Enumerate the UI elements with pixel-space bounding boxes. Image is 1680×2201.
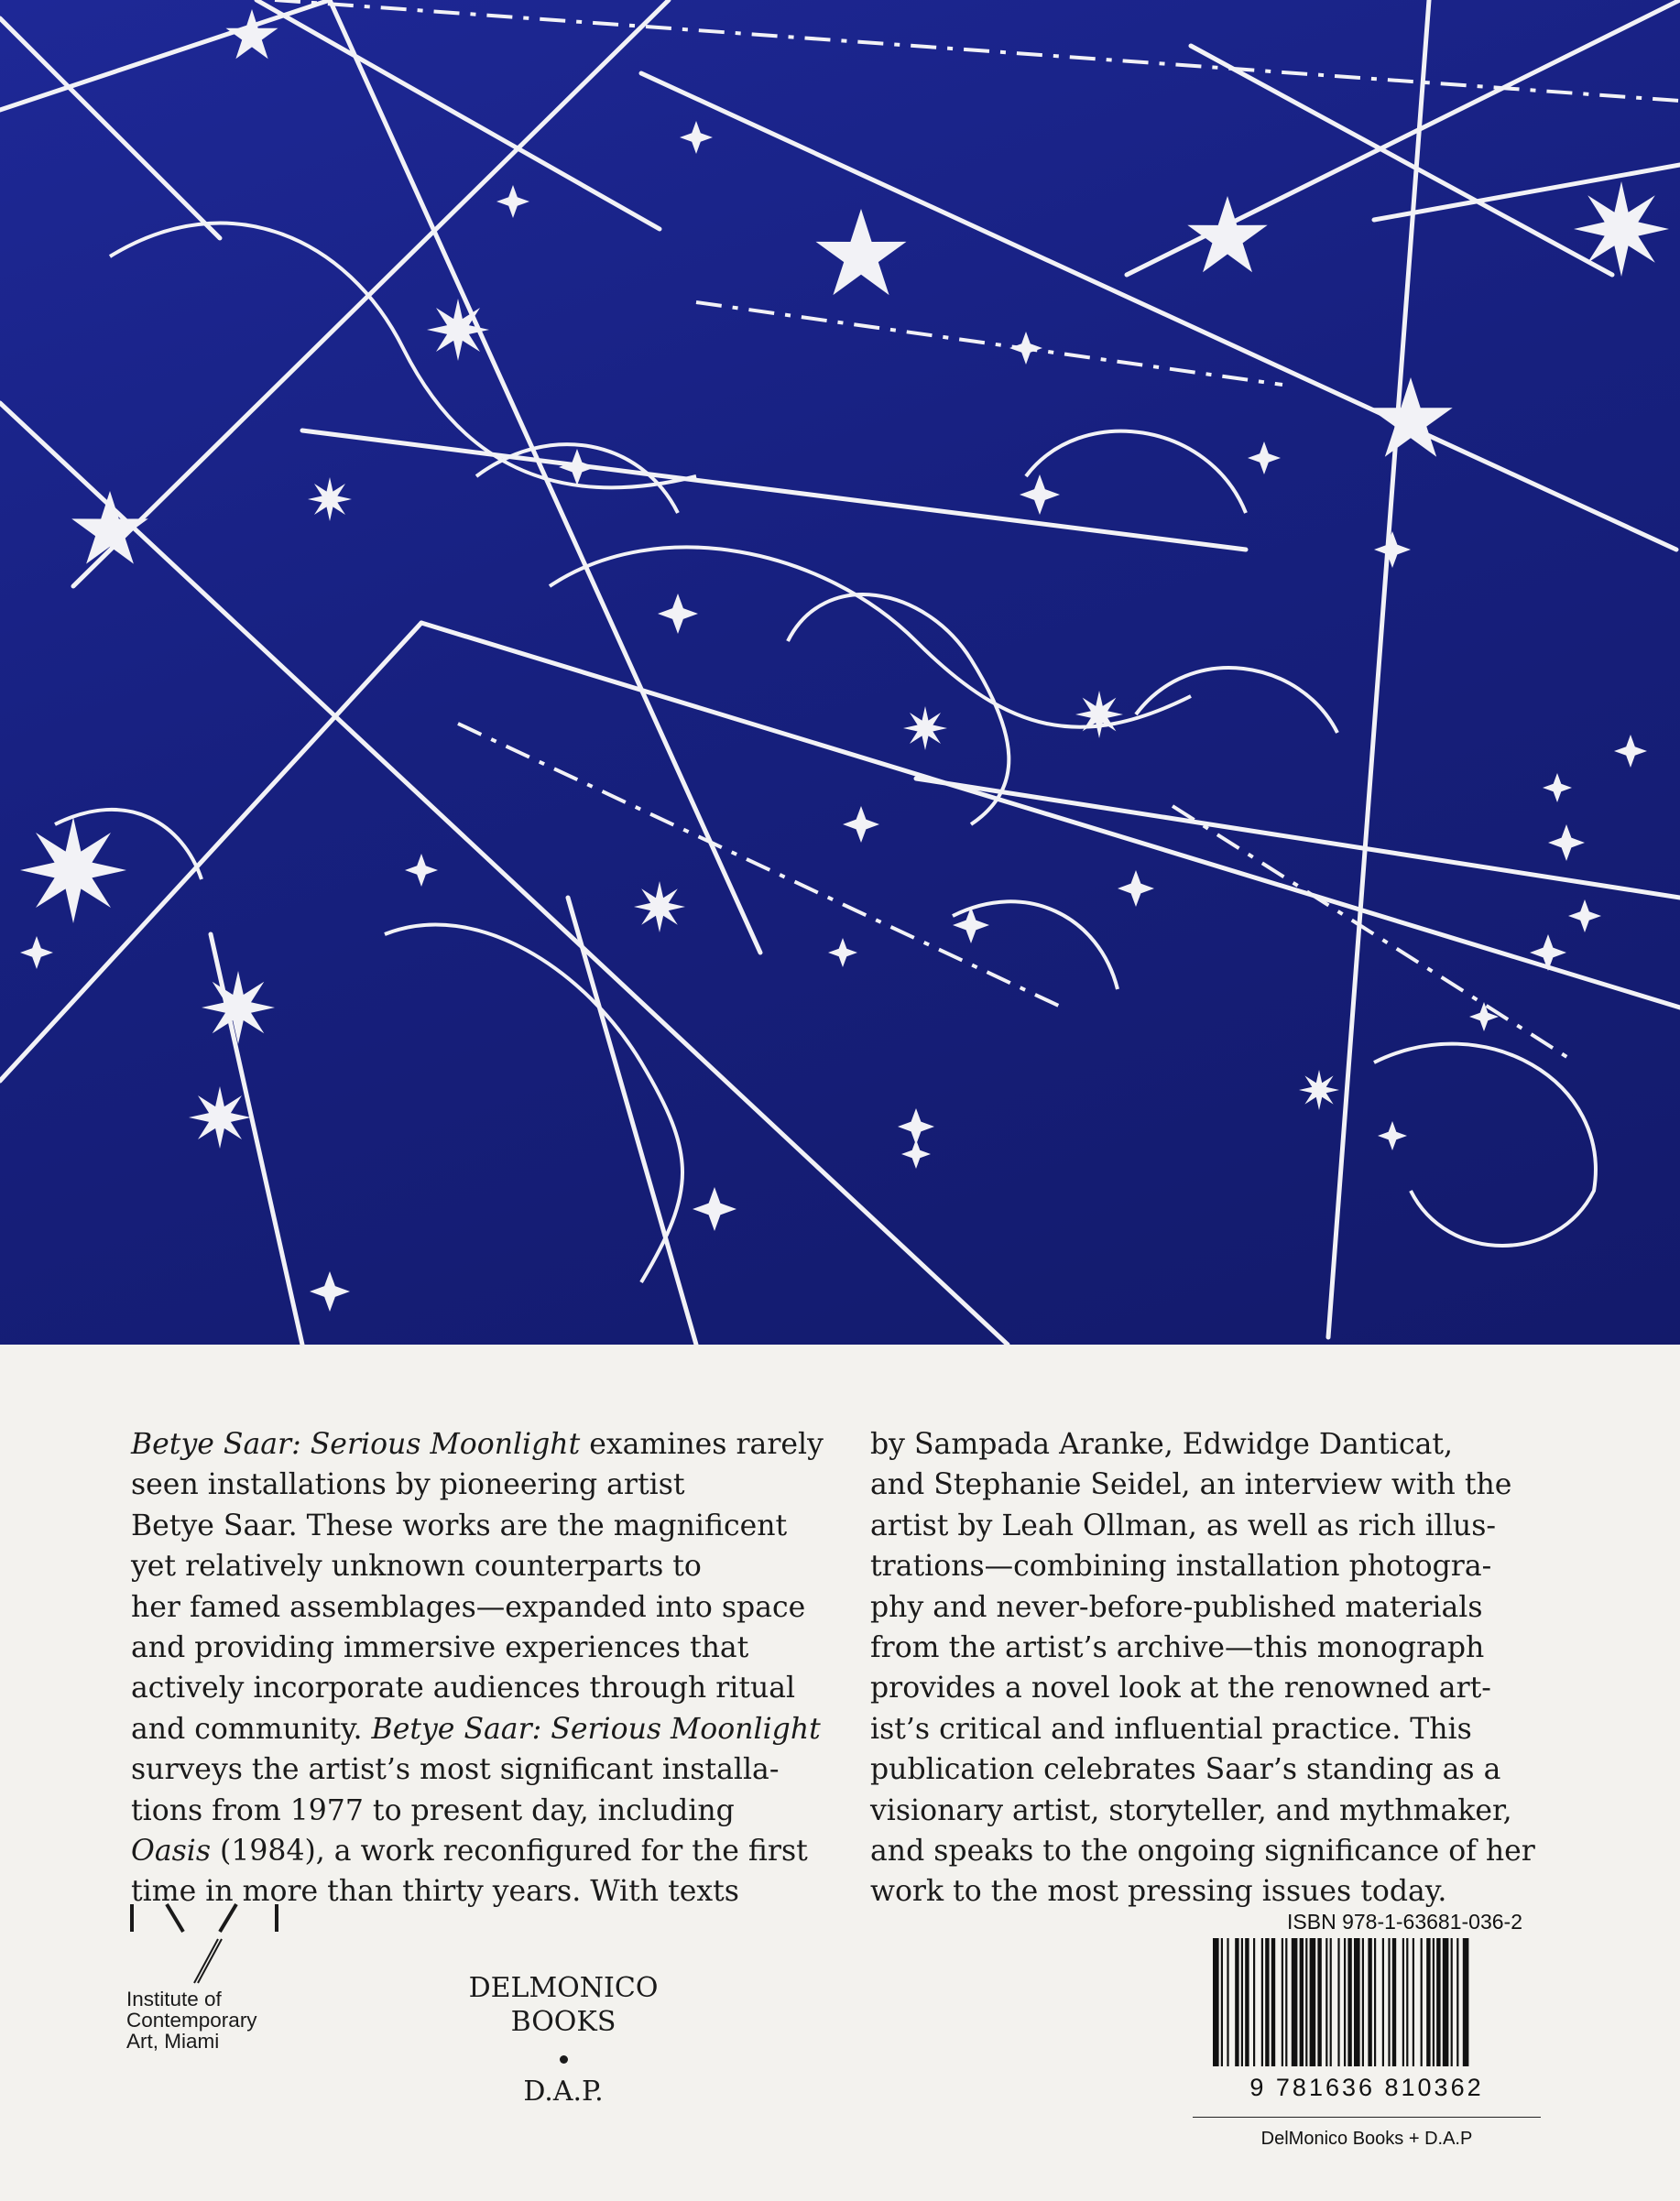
constellation-line (568, 898, 696, 1345)
barcode-bar (1421, 1938, 1423, 2066)
star-icon (901, 1139, 931, 1169)
figure-outline (1136, 668, 1337, 733)
figure-outline (385, 924, 682, 1282)
star-icon (634, 881, 685, 932)
blurb-line: provides a novel look at the renowned art- (870, 1672, 1491, 1705)
blurb-line: Betye Saar. These works are the magnificent (131, 1509, 788, 1542)
barcode-bar (1300, 1938, 1304, 2066)
blurb-line: and providing immersive experiences that (131, 1631, 749, 1665)
barcode-bar (1382, 1938, 1384, 2066)
barcode-bar (1344, 1938, 1346, 2066)
constellation-line (421, 623, 1680, 1008)
star-icon (903, 706, 947, 750)
barcode-bar (1221, 1938, 1223, 2066)
barcode-bar (1368, 1938, 1371, 2066)
blurb-line: Oasis (1984), a work reconfigured for the first (131, 1835, 808, 1869)
barcode-bar (1443, 1938, 1449, 2066)
barcode-bar (1245, 1938, 1249, 2066)
barcode-bars (1213, 1938, 1468, 2066)
star-icon (189, 1086, 251, 1149)
constellation-line (256, 0, 660, 229)
barcode-bar (1433, 1938, 1435, 2066)
blurb-line: Betye Saar: Serious Moonlight examines rarely (131, 1428, 824, 1461)
blurb-line: by Sampada Aranke, Edwidge Danticat, (870, 1428, 1454, 1461)
blurb-line: phy and never-before-published materials (870, 1590, 1483, 1624)
star-icon (1299, 1070, 1339, 1110)
blurb-line: tions from 1977 to present day, including (131, 1793, 735, 1827)
barcode-bar (1362, 1938, 1364, 2066)
star-icon (405, 854, 438, 887)
barcode-digits: 9 781636 810362 (1249, 2074, 1484, 2101)
star-icon (1548, 824, 1585, 861)
barcode-bar (1285, 1938, 1287, 2066)
barcode-bar (1374, 1938, 1376, 2066)
barcode-bar (1235, 1938, 1238, 2066)
star-icon (1469, 1002, 1499, 1031)
barcode-bar (1463, 1938, 1469, 2066)
publisher-credit: DelMonico Books + D.A.P (1260, 2129, 1473, 2149)
constellation-line (641, 73, 1676, 550)
star-icon (1020, 474, 1060, 515)
barcode-bar (1347, 1938, 1351, 2066)
barcode-bar (1292, 1938, 1298, 2066)
star-icon (1543, 773, 1572, 802)
star-icon (1009, 332, 1042, 365)
barcode-bar (1271, 1938, 1275, 2066)
constellation-line (1328, 0, 1429, 1337)
blurb-line: time in more than thirty years. With texts (131, 1875, 739, 1909)
blurb-line: and speaks to the ongoing significance of her (870, 1835, 1535, 1869)
figure-outline (1374, 1044, 1596, 1246)
constellation-line (302, 430, 1246, 550)
barcode-bar (1213, 1938, 1219, 2066)
barcode-bar (1325, 1938, 1327, 2066)
figure-outline (1026, 431, 1246, 513)
delmonico-books-name: DELMONICO BOOKS (468, 1972, 659, 2038)
star-icon (1075, 691, 1123, 738)
star-icon (828, 938, 857, 967)
star-icon (308, 477, 352, 521)
barcode-bar (1261, 1938, 1263, 2066)
star-icon (1374, 531, 1411, 568)
barcode-bar (1265, 1938, 1269, 2066)
star-icon (1248, 441, 1281, 474)
barcode-bar (1392, 1938, 1396, 2066)
star-icon (1187, 196, 1267, 272)
blurb-line: surveys the artist’s most significant installa- (131, 1753, 780, 1787)
star-icon (816, 209, 907, 295)
star-icon (20, 936, 53, 969)
barcode-bar (1241, 1938, 1243, 2066)
delmonico-books-logo (403, 1971, 724, 2108)
constellation-line (0, 0, 330, 110)
star-icon (1614, 735, 1647, 768)
constellation-line (0, 18, 220, 238)
barcode-bar (1413, 1938, 1414, 2066)
barcode-bar (1426, 1938, 1430, 2066)
isbn-barcode (1211, 1938, 1522, 2103)
blurb-line: and community. Betye Saar: Serious Moonlight (131, 1712, 821, 1746)
star-icon (1369, 377, 1452, 457)
blurb-line: actively incorporate audiences through ritual (131, 1672, 796, 1705)
dap-name: D.A.P. (523, 2076, 604, 2108)
constellation-dashed-line (696, 302, 1282, 385)
blurb-line: artist by Leah Ollman, as well as rich illus- (870, 1509, 1497, 1542)
blurb-right-column (870, 1424, 1576, 1912)
star-icon (1568, 899, 1601, 932)
constellation-dashed-line (275, 0, 1680, 101)
icam-logo-mark (126, 1899, 337, 1999)
blurb-line: visionary artist, storyteller, and mythmaker, (870, 1793, 1512, 1827)
star-icon (427, 299, 489, 361)
star-icon (20, 817, 126, 923)
icam-logo (126, 1899, 355, 2082)
barcode-bar (1402, 1938, 1404, 2066)
star-icon (1378, 1121, 1407, 1150)
star-icon (693, 1187, 736, 1231)
star-icon (1574, 181, 1669, 277)
isbn-label: ISBN 978-1-63681-036-2 (1287, 1910, 1522, 1934)
barcode-bar (1406, 1938, 1408, 2066)
barcode-bar (1337, 1938, 1339, 2066)
constellation-dashed-line (1173, 806, 1576, 1062)
publisher-rule (1193, 2117, 1541, 2118)
star-icon (658, 594, 698, 634)
barcode-bar (1253, 1938, 1255, 2066)
star-icon (202, 971, 275, 1044)
barcode-bar (1451, 1938, 1453, 2066)
star-icon (496, 185, 529, 218)
barcode-bar (1330, 1938, 1332, 2066)
constellation-line (0, 403, 1008, 1345)
blurb-line: her famed assemblages—expanded into space (131, 1590, 806, 1624)
blurb-line: from the artist’s archive—this monograph (870, 1631, 1485, 1665)
star-icon (1118, 870, 1154, 907)
star-icon (843, 806, 879, 843)
blurb-line: yet relatively unknown counterparts to (131, 1550, 702, 1584)
barcode-bar (1317, 1938, 1321, 2066)
barcode-bar (1305, 1938, 1307, 2066)
blurb-line: and Stephanie Seidel, an interview with the (870, 1468, 1512, 1502)
logo-dot (560, 2055, 568, 2064)
barcode-bar (1456, 1938, 1458, 2066)
blurb-line: work to the most pressing issues today. (870, 1875, 1447, 1909)
blurb-line: ist’s critical and influential practice. This (870, 1712, 1472, 1746)
star-icon (559, 449, 595, 485)
blurb-line: publication celebrates Saar’s standing as a (870, 1753, 1501, 1787)
barcode-bar (1388, 1938, 1390, 2066)
barcode-bar (1436, 1938, 1440, 2066)
barcode-bar (1282, 1938, 1283, 2066)
icam-name: Institute of Contemporary Art, Miami (126, 1988, 257, 2053)
star-icon (680, 121, 713, 154)
barcode-bar (1310, 1938, 1316, 2066)
blurb-line: seen installations by pioneering artist (131, 1468, 685, 1502)
barcode-bar (1354, 1938, 1360, 2066)
star-icon (310, 1271, 350, 1312)
blurb-left-column (131, 1424, 827, 1912)
figure-outline (953, 901, 1118, 989)
barcode-bar (1227, 1938, 1228, 2066)
blurb-line: trations—combining installation photogra- (870, 1550, 1492, 1584)
